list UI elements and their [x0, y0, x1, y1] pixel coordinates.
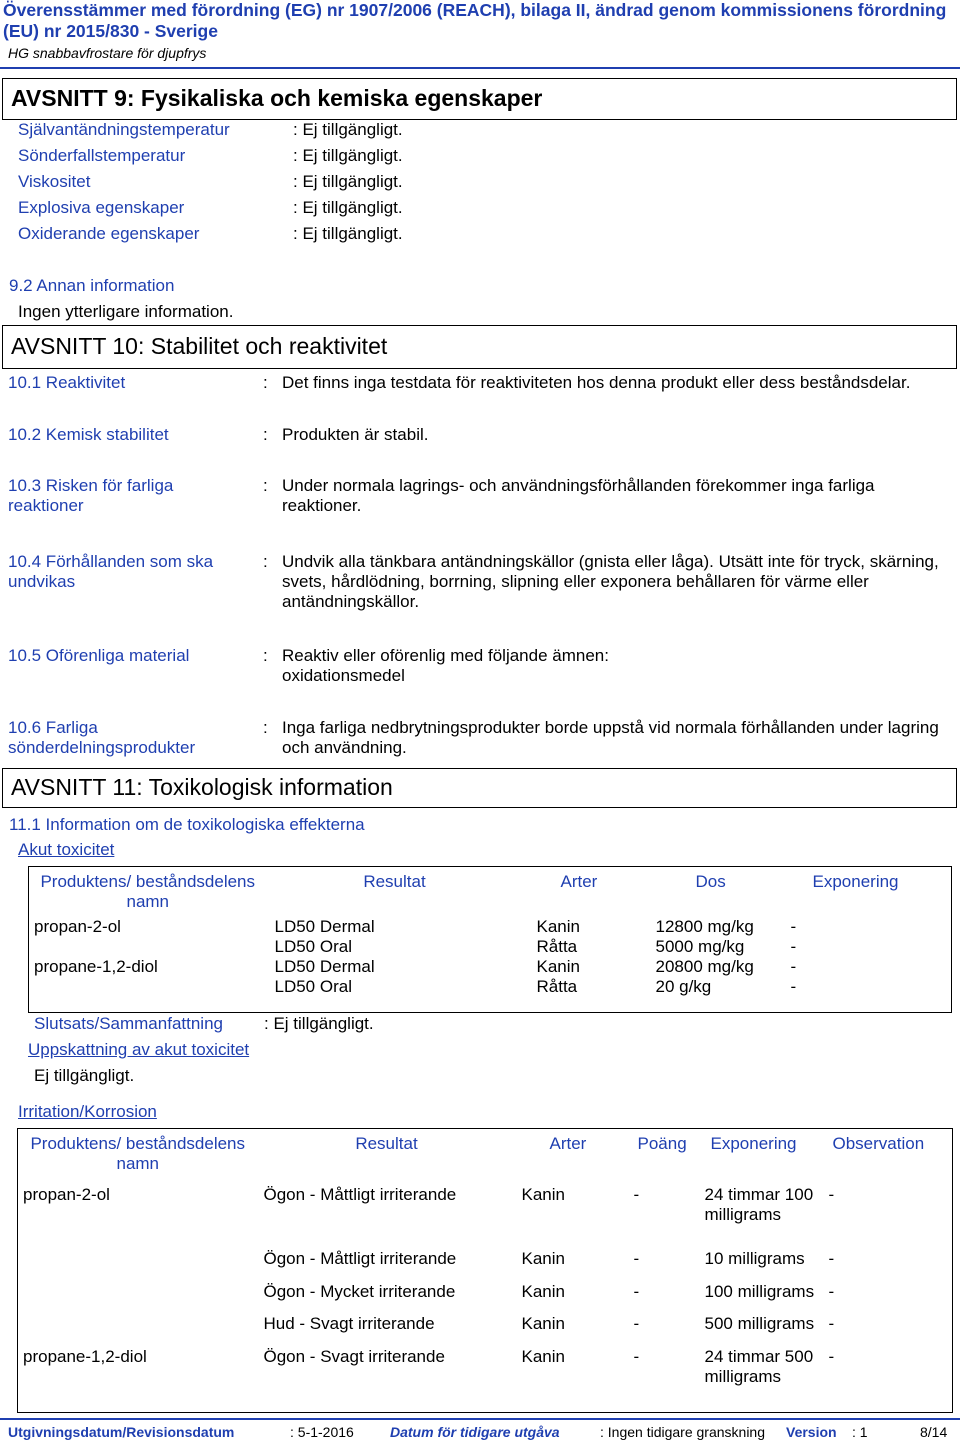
- table-row: [18, 1185, 953, 1250]
- cell-species: Kanin: [521, 1346, 565, 1366]
- acute-toxicity-table: [28, 866, 952, 1013]
- property-value: : Ej tillgängligt.: [293, 198, 403, 217]
- cell-species: Kanin: [521, 1281, 565, 1301]
- cell-observation: -: [828, 1346, 835, 1366]
- cell-exposure: -: [790, 957, 797, 977]
- cell-exposure: 100 milligrams: [704, 1281, 815, 1301]
- column-header: Produktens/ beståndsdelens namn: [30, 1134, 246, 1173]
- cell-exposure: 24 timmar 500 milligrams: [704, 1346, 814, 1386]
- decomposition-products-label: 10.6 Farliga sönderdelningsprodukter: [8, 718, 196, 757]
- acute-toxicity-estimate-value: Ej tillgängligt.: [34, 1066, 135, 1085]
- column-header: Produktens/ beståndsdelens namn: [40, 872, 256, 911]
- cell-dose: 5000 mg/kg: [655, 936, 745, 956]
- column-header: Exponering: [710, 1134, 797, 1153]
- column-header: Arter: [549, 1134, 587, 1153]
- cell-observation: -: [828, 1249, 835, 1269]
- table-header-row: [29, 867, 952, 917]
- cell-name: propane-1,2-diol: [34, 957, 158, 977]
- chemical-stability-value: Produkten är stabil.: [282, 425, 429, 444]
- summary-label: Slutsats/Sammanfattning: [34, 1014, 223, 1033]
- chemical-stability-label: 10.2 Kemisk stabilitet: [8, 425, 169, 444]
- table-row: [18, 1314, 953, 1346]
- cell-species: Råtta: [536, 977, 578, 997]
- irritation-table: [17, 1128, 953, 1413]
- hazardous-reactions-value: Under normala lagrings- och användningsförhållanden förekommer inga farliga reaktioner.: [282, 476, 875, 515]
- document-regulation-title: Överensstämmer med förordning (EG) nr 1907/2006 (REACH), bilaga II, ändrad genom kommissionens förordning (EU) nr 2015/830 - Sverige: [3, 0, 947, 41]
- colon: :: [263, 425, 268, 444]
- section-10-header: [2, 325, 957, 369]
- cell-exposure: -: [790, 936, 797, 956]
- issue-date-value: : 5-1-2016: [290, 1424, 354, 1440]
- column-header: Poäng: [637, 1134, 687, 1153]
- cell-name: [29, 937, 267, 957]
- footer-divider: [0, 1418, 960, 1420]
- property-value: : Ej tillgängligt.: [293, 172, 403, 191]
- cell-result: LD50 Dermal: [274, 916, 375, 936]
- cell-dose: 20800 mg/kg: [655, 957, 754, 977]
- table-row: [29, 957, 952, 977]
- cell-name: [29, 977, 267, 1012]
- colon: :: [263, 476, 268, 495]
- cell-species: Kanin: [521, 1184, 565, 1204]
- property-value: : Ej tillgängligt.: [293, 120, 403, 139]
- version-value: : 1: [852, 1424, 868, 1440]
- reactivity-value: Det finns inga testdata för reaktiviteten hos denna produkt eller dess beståndsdelar.: [282, 373, 911, 392]
- conditions-to-avoid-label: 10.4 Förhållanden som ska undvikas: [8, 552, 214, 591]
- decomposition-products-value: Inga farliga nedbrytningsprodukter borde uppstå vid normala förhållanden under lagring och användning.: [282, 718, 939, 757]
- hazardous-reactions-label: 10.3 Risken för farliga reaktioner: [8, 476, 174, 515]
- property-value: : Ej tillgängligt.: [293, 224, 403, 243]
- cell-species: Kanin: [521, 1314, 565, 1334]
- colon: :: [263, 718, 268, 737]
- summary-value: : Ej tillgängligt.: [264, 1014, 374, 1033]
- subsection-11-1-title: 11.1 Information om de toxikologiska effekterna: [9, 815, 365, 834]
- cell-name: propan-2-ol: [34, 916, 121, 936]
- cell-dose: 20 g/kg: [655, 977, 712, 997]
- reactivity-label: 10.1 Reaktivitet: [8, 373, 126, 392]
- cell-species: Kanin: [536, 957, 580, 977]
- conditions-to-avoid-value: Undvik alla tänkbara antändningskällor (gnista eller låga). Utsätt inte för tryck, skärning, svets, hårdlödning, borrning, slipning eller exponera behållaren för värme eller antändningskällor.: [282, 552, 939, 611]
- property-label: Oxiderande egenskaper: [18, 224, 200, 243]
- cell-observation: -: [828, 1314, 835, 1334]
- cell-name: [18, 1249, 258, 1281]
- column-header: Dos: [695, 872, 726, 891]
- cell-name: propane-1,2-diol: [23, 1346, 147, 1366]
- section-10-title: AVSNITT 10: Stabilitet och reaktivitet: [11, 333, 388, 359]
- cell-score: -: [633, 1314, 640, 1334]
- version-label: Version: [786, 1424, 837, 1440]
- cell-result: LD50 Dermal: [274, 957, 375, 977]
- incompatible-materials-label: 10.5 Oförenliga material: [8, 646, 190, 665]
- cell-result: Ögon - Svagt irriterande: [263, 1346, 445, 1366]
- colon: :: [263, 373, 268, 392]
- previous-date-label: Datum för tidigare utgåva: [390, 1424, 560, 1440]
- irritation-corrosion-link[interactable]: Irritation/Korrosion: [18, 1102, 157, 1121]
- cell-score: -: [633, 1184, 640, 1204]
- incompatible-materials-value: Reaktiv eller oförenlig med följande ämnen: oxidationsmedel: [282, 646, 609, 685]
- cell-exposure: -: [790, 977, 797, 997]
- colon: :: [263, 646, 268, 665]
- section-9-header: [2, 78, 957, 120]
- cell-name: [18, 1314, 258, 1346]
- section-11-header: [2, 768, 957, 808]
- cell-observation: -: [828, 1184, 835, 1204]
- table-row: [29, 917, 952, 937]
- colon: :: [263, 552, 268, 571]
- cell-name: [18, 1282, 258, 1314]
- property-label: Viskositet: [18, 172, 91, 191]
- cell-result: LD50 Oral: [274, 936, 352, 956]
- subsection-9-2-title: 9.2 Annan information: [9, 276, 175, 295]
- table-row: [18, 1347, 953, 1413]
- cell-result: Ögon - Måttligt irriterande: [263, 1249, 457, 1269]
- column-header: Resultat: [363, 872, 426, 891]
- cell-dose: 12800 mg/kg: [655, 916, 754, 936]
- property-label: Sönderfallstemperatur: [18, 146, 186, 165]
- cell-species: Kanin: [521, 1249, 565, 1269]
- table-header-row: [18, 1129, 953, 1185]
- section-9-title: AVSNITT 9: Fysikaliska och kemiska egenskaper: [11, 85, 543, 111]
- cell-name: propan-2-ol: [23, 1184, 110, 1204]
- cell-score: -: [633, 1249, 640, 1269]
- column-header: Resultat: [355, 1134, 418, 1153]
- column-header: Exponering: [812, 872, 899, 891]
- cell-exposure: 500 milligrams: [704, 1314, 815, 1334]
- header-divider: [0, 67, 960, 69]
- property-value: : Ej tillgängligt.: [293, 146, 403, 165]
- acute-toxicity-estimate-link[interactable]: Uppskattning av akut toxicitet: [28, 1040, 250, 1059]
- cell-exposure: 10 milligrams: [704, 1249, 805, 1269]
- cell-score: -: [633, 1281, 640, 1301]
- cell-exposure: 24 timmar 100 milligrams: [704, 1184, 814, 1224]
- property-label: Explosiva egenskaper: [18, 198, 185, 217]
- cell-result: Ögon - Mycket irriterande: [263, 1281, 456, 1301]
- subsection-9-2-text: Ingen ytterligare information.: [18, 302, 234, 321]
- acute-toxicity-link[interactable]: Akut toxicitet: [18, 840, 115, 859]
- product-name: HG snabbavfrostare för djupfrys: [8, 45, 207, 61]
- cell-result: Hud - Svagt irriterande: [263, 1314, 435, 1334]
- column-header: Observation: [832, 1134, 925, 1153]
- cell-score: -: [633, 1346, 640, 1366]
- cell-result: LD50 Oral: [274, 977, 352, 997]
- cell-species: Råtta: [536, 936, 578, 956]
- table-row: [29, 977, 952, 1012]
- section-11-title: AVSNITT 11: Toxikologisk information: [11, 774, 393, 800]
- property-label: Självantändningstemperatur: [18, 120, 230, 139]
- page-number: 8/14: [920, 1424, 948, 1440]
- cell-observation: -: [828, 1281, 835, 1301]
- cell-species: Kanin: [536, 916, 580, 936]
- table-row: [18, 1282, 953, 1314]
- table-row: [29, 937, 952, 957]
- cell-exposure: -: [790, 916, 797, 936]
- previous-date-value: : Ingen tidigare granskning: [600, 1424, 765, 1440]
- column-header: Arter: [560, 872, 598, 891]
- table-row: [18, 1249, 953, 1281]
- cell-result: Ögon - Måttligt irriterande: [263, 1184, 457, 1204]
- issue-date-label: Utgivningsdatum/Revisionsdatum: [8, 1424, 235, 1440]
